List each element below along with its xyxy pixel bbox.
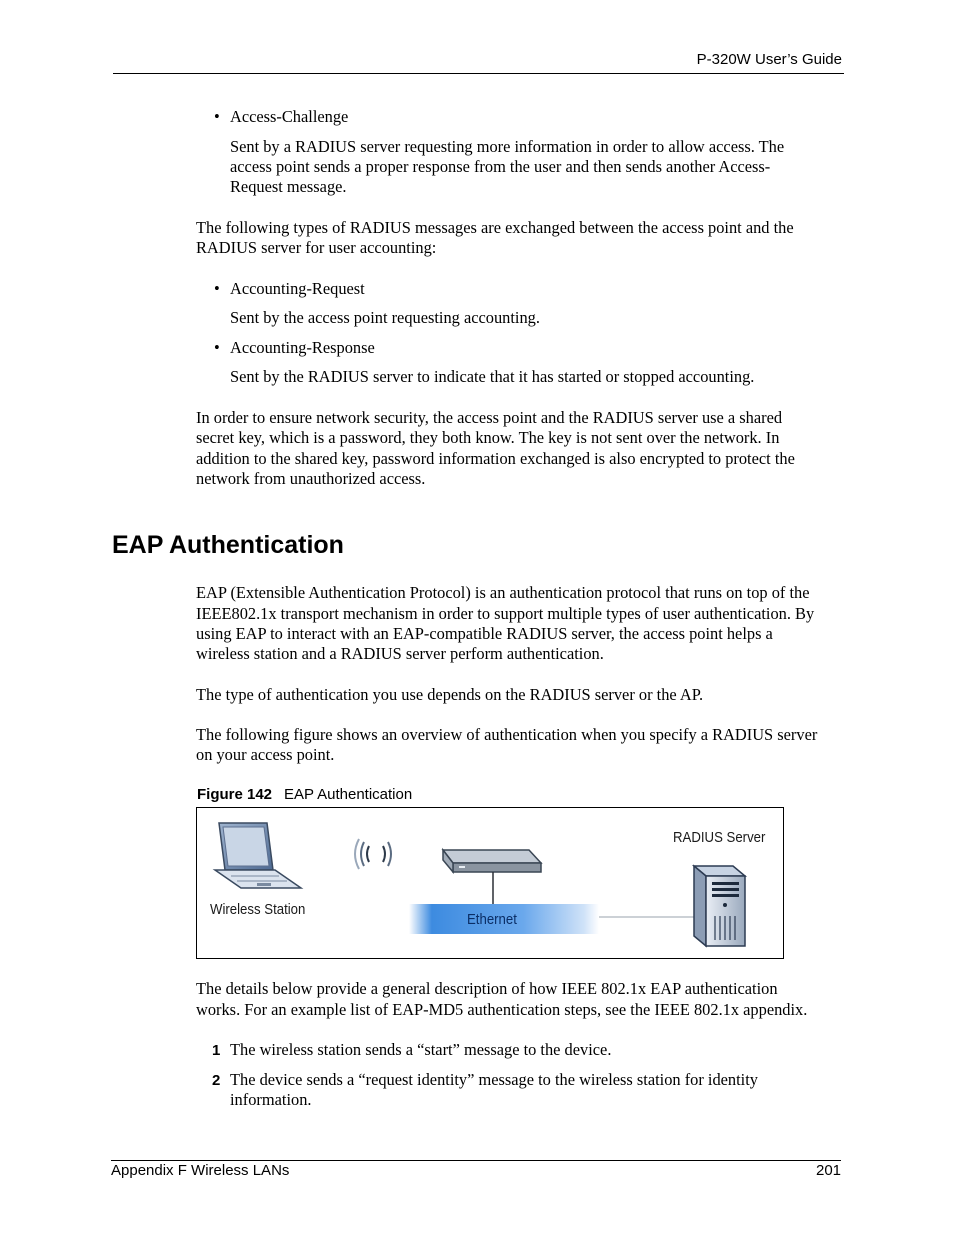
paragraph-line: network from unauthorized access. [196, 469, 426, 488]
paragraph-line: addition to the shared key, password information exchanged is also encrypted to protect the [196, 449, 795, 468]
label-wireless-station: Wireless Station [210, 901, 306, 918]
paragraph-line: The type of authentication you use depends on the RADIUS server or the AP. [196, 685, 704, 704]
wireless-signal-icon [355, 839, 391, 869]
access-point-icon [443, 850, 541, 906]
label-ethernet: Ethernet [467, 911, 517, 928]
bullet-label-access-challenge: Access-Challenge [230, 107, 349, 126]
paragraph-line: works. For an example list of EAP-MD5 authentication steps, see the IEEE 802.1x appendix. [196, 1000, 808, 1019]
bullet-marker: • [214, 107, 220, 126]
step-text-line: information. [230, 1090, 312, 1109]
step-number: 2 [212, 1072, 221, 1089]
paragraph-line: EAP (Extensible Authentication Protocol) is an authentication protocol that runs on top of the [196, 583, 810, 602]
paragraph-line: IEEE802.1x transport mechanism in order to support multiple types of user authentication. By [196, 604, 815, 623]
bullet-marker: • [214, 279, 220, 298]
figure-number: Figure 142 [197, 786, 273, 803]
bullet-desc-line: Sent by the access point requesting accounting. [230, 308, 540, 327]
bullet-desc-line: access point sends a proper response from the user and then sends another Access- [230, 157, 771, 176]
step-text-line: The device sends a “request identity” message to the wireless station for identity [230, 1070, 758, 1089]
section-heading: EAP Authentication [112, 531, 344, 559]
paragraph-line: using EAP to interact with an EAP-compatible RADIUS server, the access point helps a [196, 624, 773, 643]
bullet-desc-line: Sent by the RADIUS server to indicate that it has started or stopped accounting. [230, 367, 755, 386]
bullet-desc-line: Request message. [230, 177, 347, 196]
step-number: 1 [212, 1042, 221, 1059]
paragraph-line: The details below provide a general description of how IEEE 802.1x EAP authentication [196, 979, 778, 998]
figure-caption [197, 786, 412, 803]
label-radius-server: RADIUS Server [673, 829, 766, 846]
radius-server-icon [694, 866, 745, 946]
figure-eap-authentication [196, 807, 784, 959]
step-text-line: The wireless station sends a “start” message to the device. [230, 1040, 612, 1059]
bullet-label-accounting-response: Accounting-Response [230, 338, 375, 357]
bullet-label-accounting-request: Accounting-Request [230, 279, 365, 298]
paragraph-line: secret key, which is a password, they both know. The key is not sent over the network. In [196, 428, 780, 447]
paragraph-line: The following figure shows an overview of authentication when you specify a RADIUS server [196, 725, 818, 744]
paragraph-line: The following types of RADIUS messages are exchanged between the access point and the [196, 218, 794, 237]
figure-title: EAP Authentication [284, 786, 413, 803]
running-header-title: P-320W User’s Guide [696, 51, 842, 68]
footer-rule [111, 1160, 841, 1161]
footer-section-title: Appendix F Wireless LANs [111, 1162, 290, 1179]
paragraph-line: wireless station and a RADIUS server perform authentication. [196, 644, 604, 663]
page-number: 201 [816, 1162, 842, 1179]
bullet-marker: • [214, 338, 220, 357]
paragraph-line: on your access point. [196, 745, 335, 764]
paragraph-line: RADIUS server for user accounting: [196, 238, 437, 257]
header-rule [113, 73, 844, 74]
bullet-desc-line: Sent by a RADIUS server requesting more information in order to allow access. The [230, 137, 785, 156]
paragraph-line: In order to ensure network security, the access point and the RADIUS server use a shared [196, 408, 783, 427]
laptop-icon [215, 823, 301, 888]
